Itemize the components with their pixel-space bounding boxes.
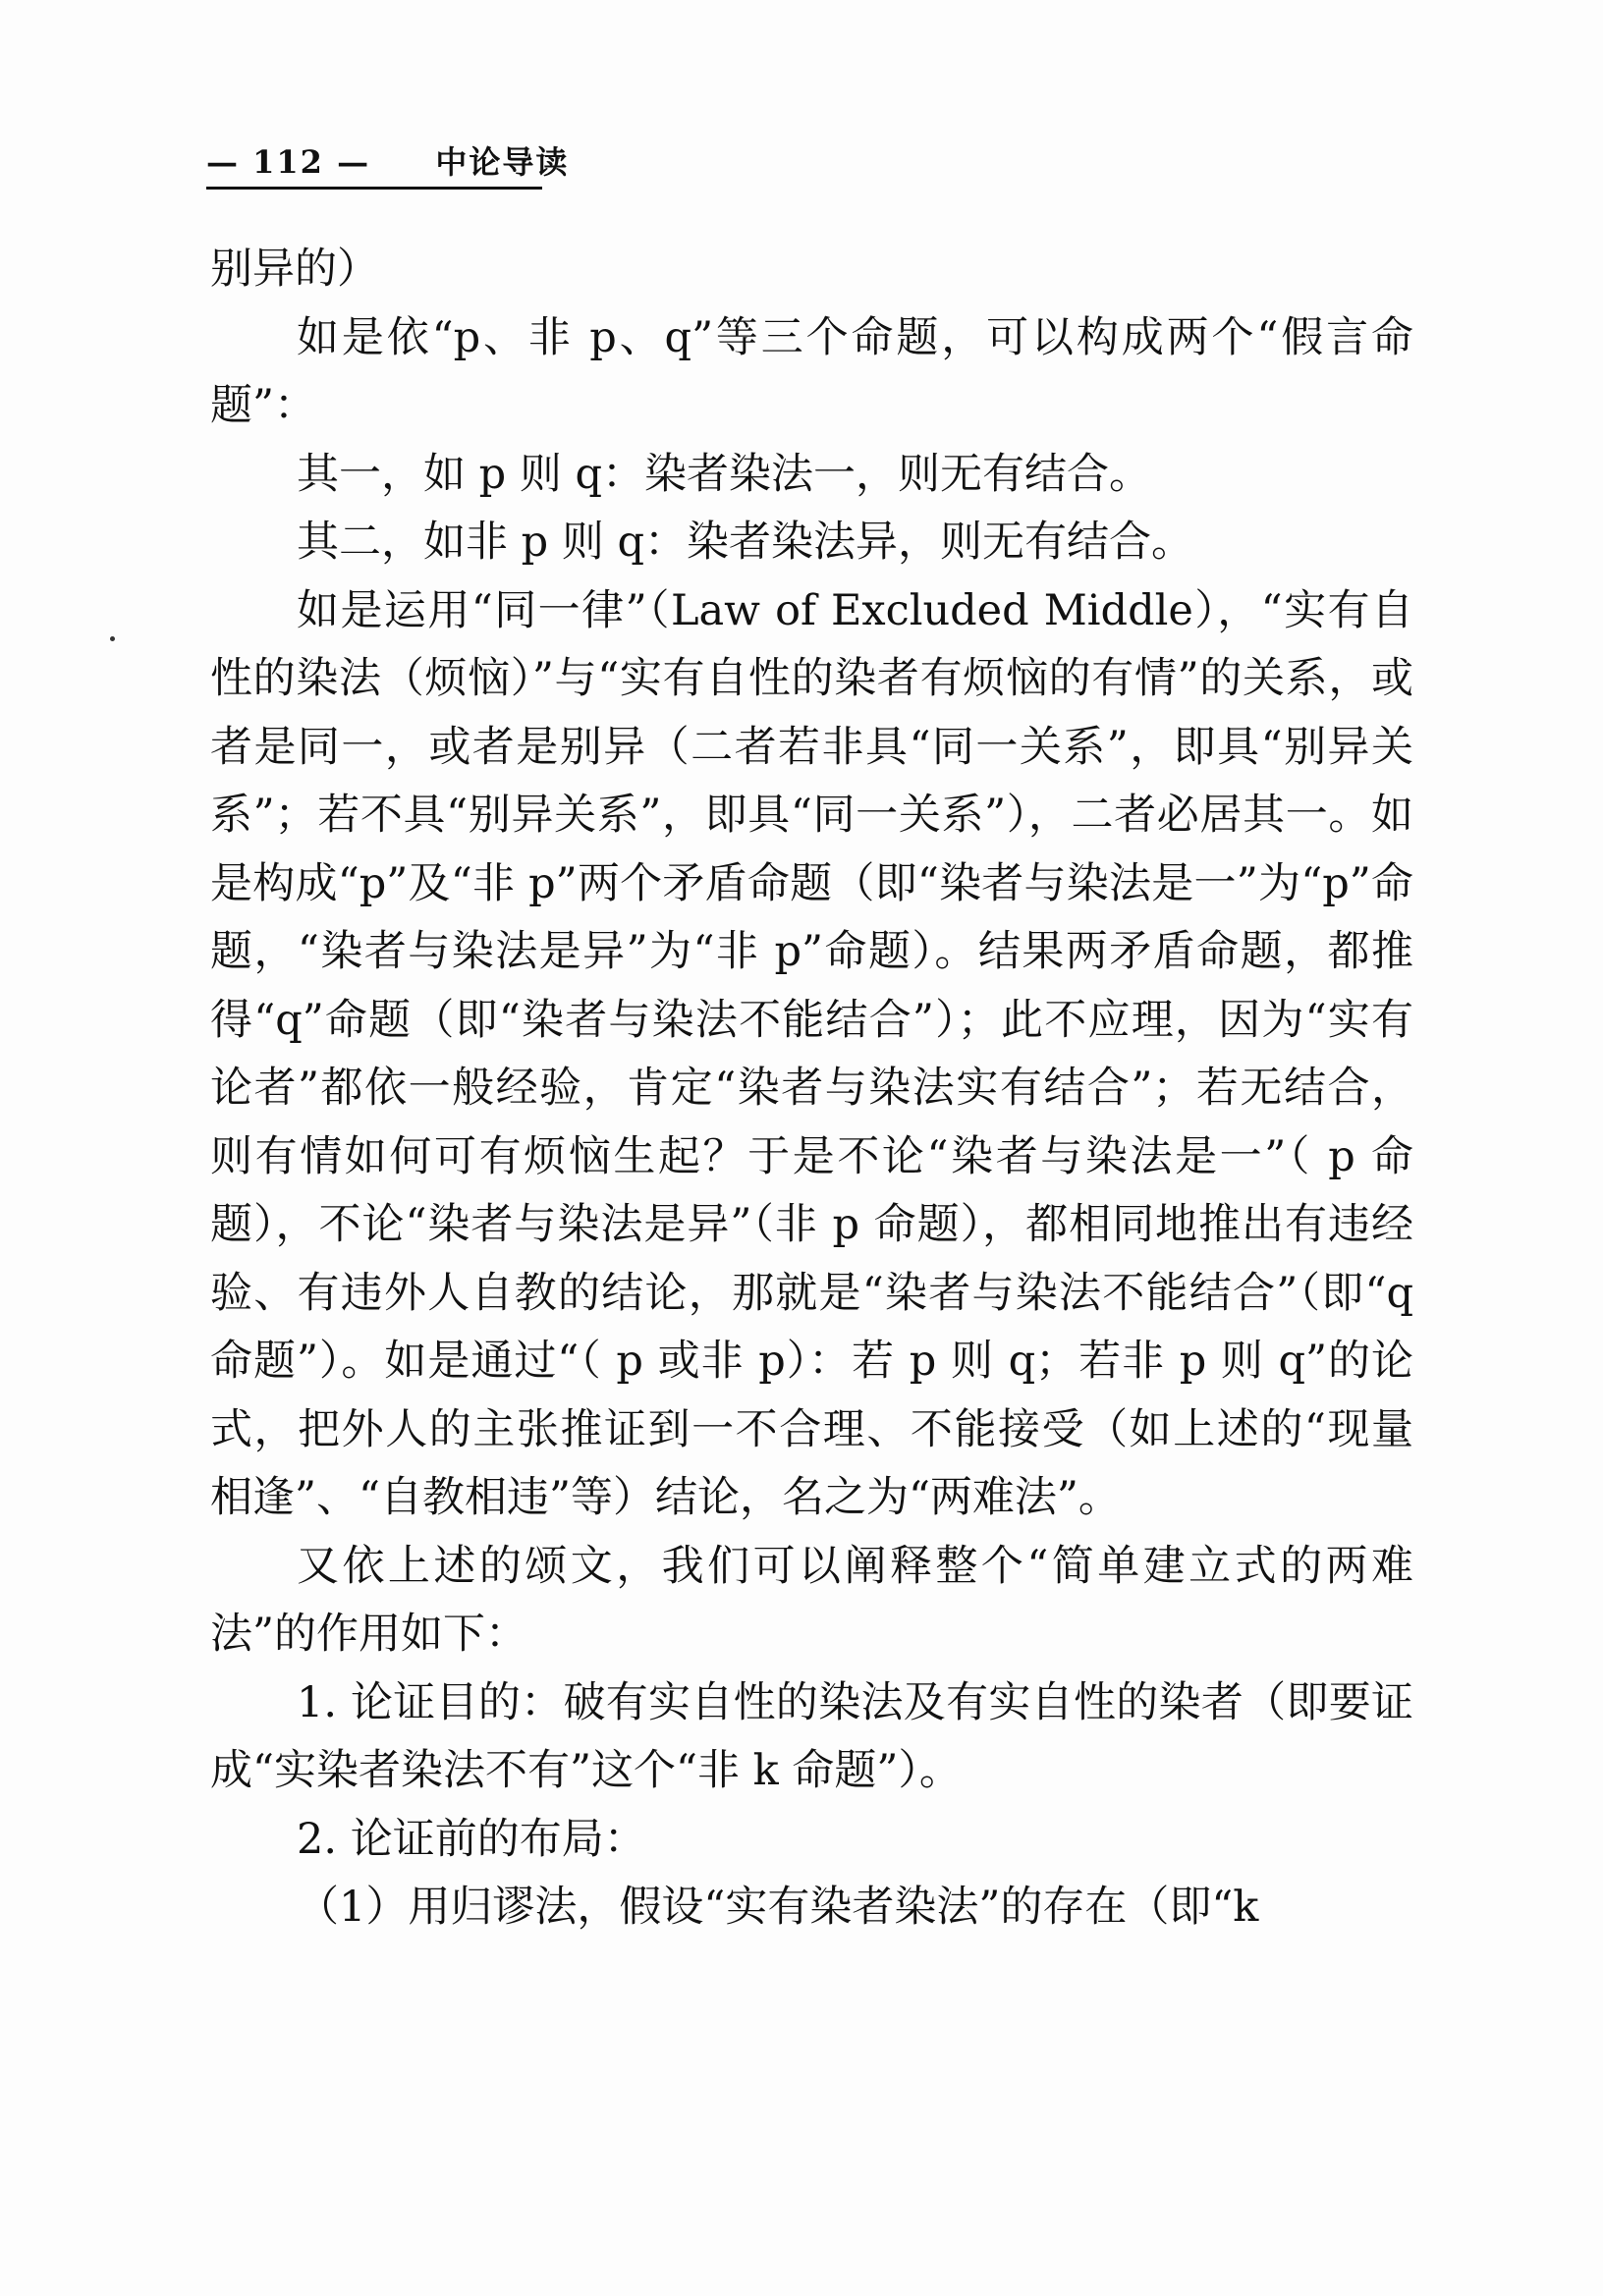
body-text [210,236,1413,1942]
paragraph-2: 如是依“p、非 p、q”等三个命题，可以构成两个“假言命题”： [210,312,1413,430]
paragraph-7: 1. 论证目的：破有实自性的染法及有实自性的染者（即要证成“实染者染法不有”这个“非 k 命题”）。 [210,1677,1413,1795]
paragraph-9: （1）用归谬法，假设“实有染者染法”的存在（即“k [297,1883,1259,1932]
page-header [206,137,570,187]
ink-speck [110,636,115,641]
paragraph-8: 2. 论证前的布局： [297,1814,646,1864]
paragraph-5: 如是运用“同一律”（Law of Excluded Middle），“实有自性的染法（烦恼）”与“实有自性的染者有烦恼的有情”的关系，或者是同一，或者是别异（二者若非具“同一关系”，即具“别异关系”；若不具“别异关系”，即具“同一关系”），二者必居其一。如是构成“p”及“非 p”两个矛盾命题（即“染者与染法是一”为“p”命题，“染者与染法是异”为“非 p”命题）。结果两矛盾命题，都推得“q”命题（即“染者与染法不能结合”）；此不应理，因为“实有论者”都依一般经验，肯定“染者与染法实有结合”；若无结合，则有情如何可有烦恼生起？于是不论“染者与染法是一”（ p 命题），不论“染者与染法是异”（非 p 命题），都相同地推出有违经验、有违外人自教的结论，那就是“染者与染法不能结合”（即“q 命题”）。如是通过“（ p 或非 p）：若 p 则 q；若非 p 则 q”的论式，把外人的主张推证到一不合理、不能接受（如上述的“现量相逢”、“自教相违”等）结论，名之为“两难法”。 [210,585,1413,1522]
paragraph-6: 又依上述的颂文，我们可以阐释整个“简单建立式的两难法”的作用如下： [210,1541,1413,1659]
header-divider [206,187,542,190]
book-title: 中论导读 [435,143,570,181]
paragraph-1: 别异的） [210,245,379,294]
page-number: — 112 — [206,143,371,181]
paragraph-3: 其一，如 p 则 q：染者染法一，则无有结合。 [297,449,1152,499]
paragraph-4: 其二，如非 p 则 q：染者染法异，则无有结合。 [297,518,1194,567]
